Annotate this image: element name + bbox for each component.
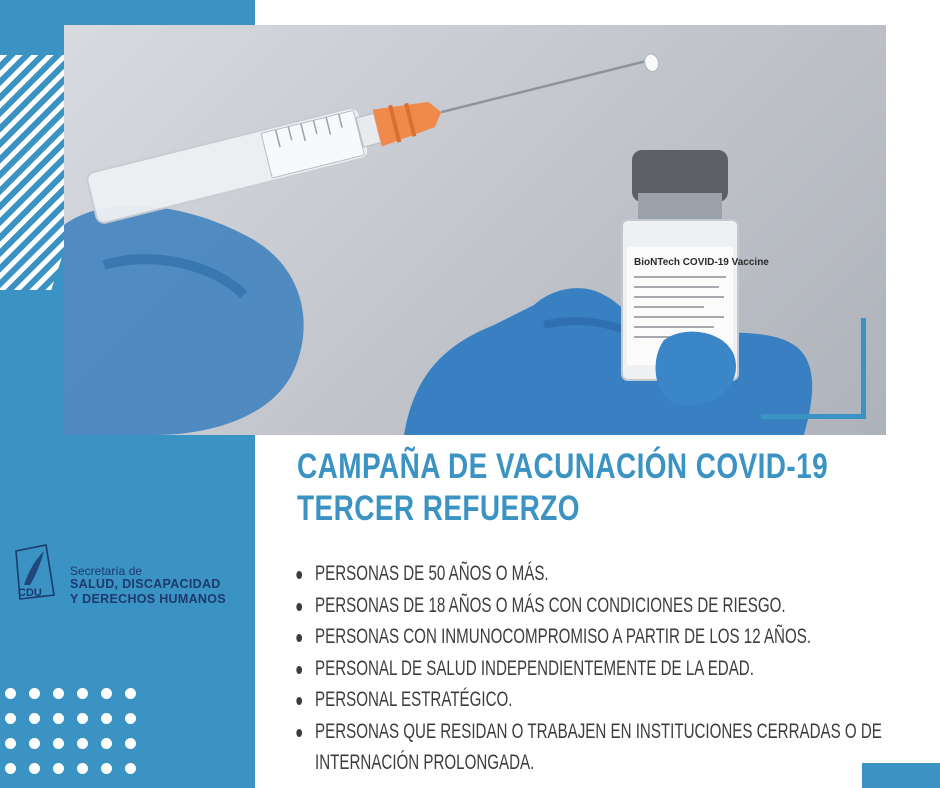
syringe xyxy=(86,33,664,224)
logo-department-name xyxy=(70,577,226,607)
headline-line-2: TERCER REFUERZO xyxy=(297,489,580,528)
eligibility-list xyxy=(292,558,940,779)
headline-line-1: CAMPAÑA DE VACUNACIÓN COVID-19 xyxy=(297,447,829,486)
dot-pattern-decoration xyxy=(5,688,145,774)
right-glove-shape xyxy=(404,288,812,435)
logo-line-1: SALUD, DISCAPACIDAD xyxy=(70,577,221,591)
left-glove-shape xyxy=(64,206,304,435)
photo-corner-accent xyxy=(761,318,866,419)
list-item: PERSONAS DE 18 AÑOS O MÁS CON CONDICIONES DE RIESGO. xyxy=(292,590,940,622)
logo-line-2: Y DERECHOS HUMANOS xyxy=(70,592,226,606)
secretaria-logo xyxy=(10,543,250,608)
vial-label-text: BioNTech COVID-19 Vaccine xyxy=(634,257,769,268)
bottom-right-block-decoration xyxy=(862,763,940,788)
list-item: PERSONAS CON INMUNOCOMPROMISO A PARTIR DE LOS 12 AÑOS. xyxy=(292,621,940,653)
list-item: PERSONAS QUE RESIDAN O TRABAJEN EN INSTITUCIONES CERRADAS O DE xyxy=(292,716,940,748)
cdu-logo-text: CDU xyxy=(18,587,42,599)
list-item: PERSONAL DE SALUD INDEPENDIENTEMENTE DE LA EDAD. xyxy=(292,653,940,685)
logo-secretaria-label: Secretaría de xyxy=(70,564,143,578)
list-item: PERSONAL ESTRATÉGICO. xyxy=(292,684,940,716)
list-item-continuation: INTERNACIÓN PROLONGADA. xyxy=(315,751,535,774)
campaign-headline xyxy=(297,446,829,530)
list-item: PERSONAS DE 50 AÑOS O MÁS. xyxy=(292,558,940,590)
cdu-logo-icon xyxy=(10,543,60,601)
